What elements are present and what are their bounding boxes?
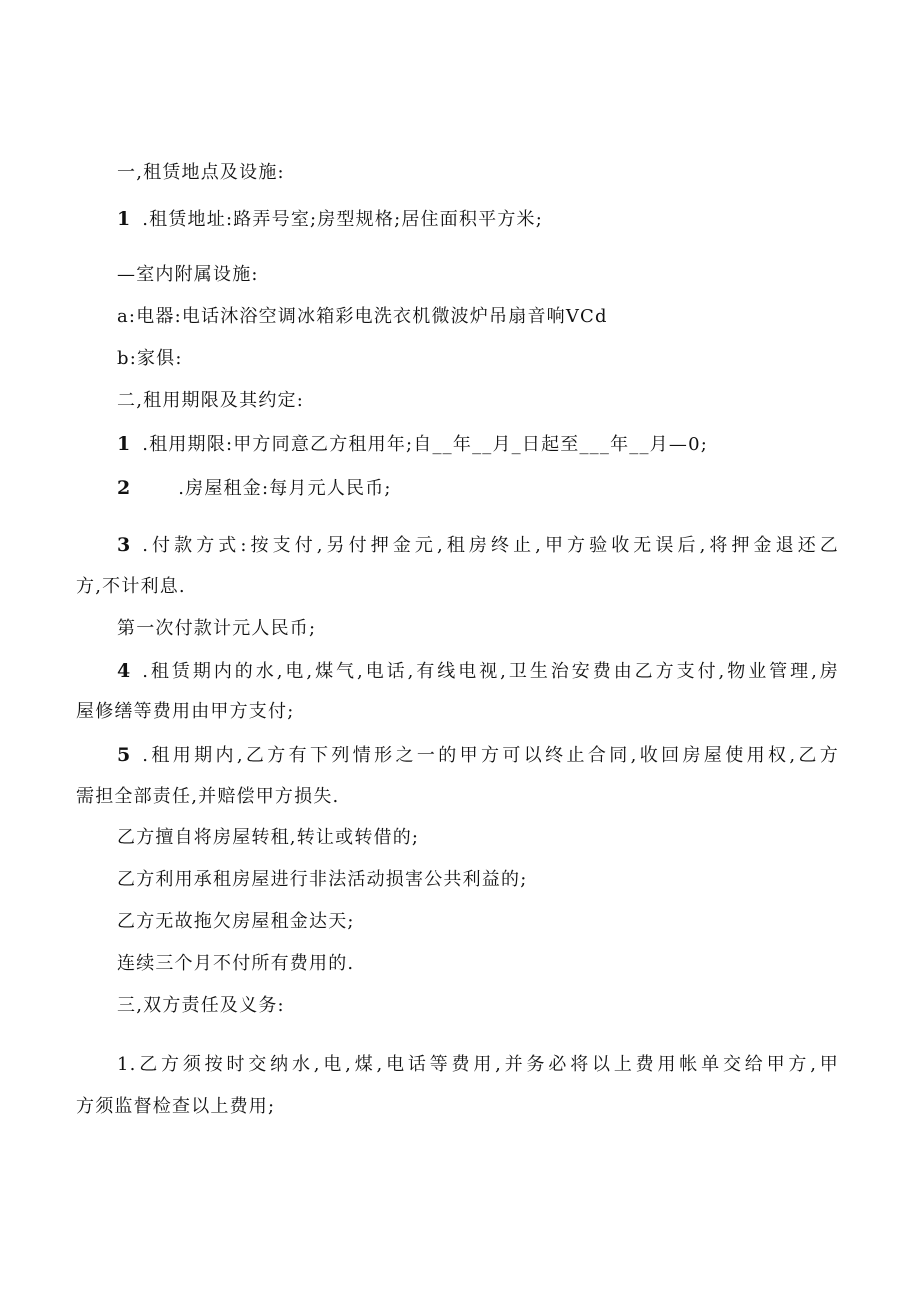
item-text: .租用期内,乙方有下列情形之一的甲方可以终止合同,收回房屋使用权,乙方 [142, 745, 839, 766]
item-text: .租用期限:甲方同意乙方租用年;自__年__月_日起至___年__月—0; [142, 434, 708, 455]
item-number: 1 [117, 208, 131, 230]
item-text: .房屋租金:每月元人民币; [178, 478, 392, 499]
section-2-item-4-line-2: 屋修缮等费用由甲方支付; [76, 701, 295, 722]
item-number: 4 [117, 660, 131, 682]
section-3-heading: 三,双方责任及义务: [117, 995, 285, 1016]
section-3-item-1-line-2: 方须监督检查以上费用; [76, 1096, 276, 1117]
item-number: 2 [117, 477, 131, 499]
section-3-item-1-line-1: 1.乙方须按时交纳水,电,煤,电话等费用,并务必将以上费用帐单交给甲方,甲 [117, 1054, 839, 1075]
appliances-line: a:电器:电话沐浴空调冰箱彩电洗衣机微波炉吊扇音响VCd [117, 306, 608, 327]
section-1-heading: 一,租赁地点及设施: [117, 162, 285, 183]
section-2-item-4-line-1 [117, 659, 839, 684]
section-2-item-2 [117, 476, 392, 501]
facilities-heading: —室内附属设施: [117, 264, 259, 285]
item-text: .租赁地址:路弄号室;房型规格;居住面积平方米; [142, 209, 544, 230]
item-number: 1 [117, 433, 131, 455]
furniture-line: b:家俱: [117, 348, 183, 369]
item-text: .付款方式:按支付,另付押金元,租房终止,甲方验收无误后,将押金退还乙 [142, 535, 839, 556]
section-2-item-3-line-1 [117, 533, 839, 558]
termination-case-4: 连续三个月不付所有费用的. [117, 953, 355, 974]
section-2-item-1 [117, 432, 708, 457]
item-number: 3 [117, 534, 131, 556]
termination-case-3: 乙方无故拖欠房屋租金达天; [117, 911, 355, 932]
section-2-item-5-line-1 [117, 743, 839, 768]
item-number: 5 [117, 744, 131, 766]
section-2-item-5-line-2: 需担全部责任,并赔偿甲方损失. [76, 786, 340, 807]
item-text: .租赁期内的水,电,煤气,电话,有线电视,卫生治安费由乙方支付,物业管理,房 [142, 661, 839, 682]
section-2-item-3-line-2: 方,不计利息. [76, 576, 186, 597]
first-payment-line: 第一次付款计元人民币; [117, 618, 317, 639]
termination-case-1: 乙方擅自将房屋转租,转让或转借的; [117, 827, 420, 848]
termination-case-2: 乙方利用承租房屋进行非法活动损害公共利益的; [117, 869, 528, 890]
section-1-item-1 [117, 207, 543, 232]
section-2-heading: 二,租用期限及其约定: [117, 390, 304, 411]
